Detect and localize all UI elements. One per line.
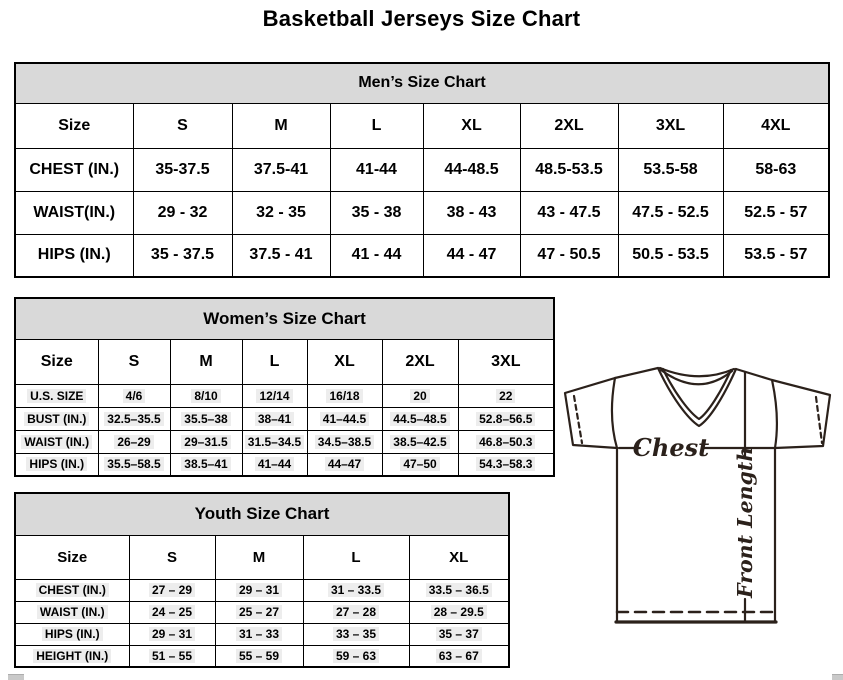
size-cell [215, 579, 303, 601]
row-label [15, 579, 129, 601]
size-cell [170, 384, 242, 407]
column-header-3xl: 3XL [458, 339, 554, 384]
size-cell [98, 453, 170, 476]
table-row-chest [15, 148, 829, 191]
size-cell [215, 645, 303, 667]
cell-text: 12/14 [256, 389, 292, 403]
cell-text: 25 – 27 [236, 605, 282, 619]
cell-text: 52.8–56.5 [476, 412, 535, 426]
cell-text: 47–50 [400, 457, 439, 471]
cell-text: 54.3–58.3 [476, 457, 535, 471]
cell-text: 44.5–48.5 [390, 412, 449, 426]
cell-text: 38–41 [255, 412, 294, 426]
size-cell [409, 579, 509, 601]
size-cell [382, 384, 458, 407]
size-cell: 53.5 - 57 [723, 234, 829, 277]
cell-text: 44–47 [325, 457, 364, 471]
cell-text: CHEST (IN.) [36, 583, 109, 597]
cell-text: 55 – 59 [236, 649, 282, 663]
cell-text: 20 [410, 389, 429, 403]
column-header-3xl: 3XL [618, 103, 723, 148]
cell-text: 51 – 55 [149, 649, 195, 663]
size-cell [303, 601, 409, 623]
table-row-waist [15, 601, 509, 623]
table-row-us-size [15, 384, 554, 407]
chest-label: Chest [632, 433, 710, 462]
cell-text: 26–29 [114, 435, 153, 449]
size-cell [170, 407, 242, 430]
cell-text: 33 – 35 [333, 627, 379, 641]
column-header-xl: XL [307, 339, 382, 384]
womens-chart-title: Women’s Size Chart [15, 298, 554, 339]
womens-size-chart-table [14, 297, 555, 477]
table-row-waist [15, 430, 554, 453]
column-header-s: S [98, 339, 170, 384]
size-cell [98, 430, 170, 453]
size-cell [303, 623, 409, 645]
row-label: CHEST (IN.) [15, 148, 133, 191]
row-label [15, 645, 129, 667]
armhole-seam-left [612, 378, 617, 448]
size-cell: 35-37.5 [133, 148, 232, 191]
cell-text: 24 – 25 [149, 605, 195, 619]
cell-text: 33.5 – 36.5 [426, 583, 492, 597]
cell-text: 31 – 33.5 [328, 583, 384, 597]
table-title-row [15, 298, 554, 339]
size-cell [458, 453, 554, 476]
table-header-row [15, 535, 509, 579]
size-cell [170, 453, 242, 476]
cell-text: 38.5–41 [181, 457, 230, 471]
table-header-row [15, 103, 829, 148]
size-cell [409, 623, 509, 645]
cell-text: U.S. SIZE [27, 389, 86, 403]
armhole-seam-right [772, 380, 777, 448]
cell-text: 46.8–50.3 [476, 435, 535, 449]
cell-text: WAIST (IN.) [21, 435, 92, 449]
column-header-4xl: 4XL [723, 103, 829, 148]
size-cell: 50.5 - 53.5 [618, 234, 723, 277]
cell-text: 4/6 [123, 389, 146, 403]
size-cell [129, 623, 215, 645]
mens-chart-title: Men’s Size Chart [15, 63, 829, 103]
size-cell [242, 430, 307, 453]
cuff-dashed-line-left [574, 396, 582, 443]
column-header-m: M [232, 103, 330, 148]
jersey-measurement-diagram [560, 362, 838, 628]
row-label [15, 601, 129, 623]
column-header-size: Size [15, 339, 98, 384]
cell-text: WAIST (IN.) [37, 605, 108, 619]
table-row-hips [15, 623, 509, 645]
cell-text: BUST (IN.) [24, 412, 89, 426]
cell-text: 41–44.5 [320, 412, 369, 426]
size-cell: 48.5-53.5 [520, 148, 618, 191]
size-cell [307, 453, 382, 476]
size-cell [409, 645, 509, 667]
column-header-xl: XL [423, 103, 520, 148]
column-header-l: L [303, 535, 409, 579]
table-row-height [15, 645, 509, 667]
row-label [15, 453, 98, 476]
size-cell [215, 601, 303, 623]
size-cell [382, 430, 458, 453]
cell-text: 38.5–42.5 [390, 435, 449, 449]
size-cell: 53.5-58 [618, 148, 723, 191]
size-cell [458, 407, 554, 430]
cell-text: 63 – 67 [436, 649, 482, 663]
cell-text: 29–31.5 [181, 435, 230, 449]
cell-text: 32.5–35.5 [104, 412, 163, 426]
size-cell [458, 384, 554, 407]
column-header-size: Size [15, 103, 133, 148]
column-header-l: L [242, 339, 307, 384]
cell-text: 8/10 [191, 389, 220, 403]
column-header-2xl: 2XL [382, 339, 458, 384]
column-header-s: S [129, 535, 215, 579]
size-cell [382, 453, 458, 476]
cell-text: 34.5–38.5 [315, 435, 374, 449]
youth-chart-title: Youth Size Chart [15, 493, 509, 535]
cell-text: 31.5–34.5 [245, 435, 304, 449]
size-cell: 47.5 - 52.5 [618, 191, 723, 234]
cropped-element-bottom-right [832, 674, 843, 680]
cell-text: 29 – 31 [236, 583, 282, 597]
row-label: WAIST(IN.) [15, 191, 133, 234]
column-header-l: L [330, 103, 423, 148]
column-header-m: M [215, 535, 303, 579]
column-header-xl: XL [409, 535, 509, 579]
page-title: Basketball Jerseys Size Chart [262, 6, 581, 31]
cell-text: HIPS (IN.) [26, 457, 87, 471]
front-length-label: Front Length [733, 446, 757, 598]
size-cell [129, 579, 215, 601]
size-cell: 44 - 47 [423, 234, 520, 277]
size-cell: 37.5-41 [232, 148, 330, 191]
size-cell: 52.5 - 57 [723, 191, 829, 234]
cell-text: 35 – 37 [436, 627, 482, 641]
size-cell [409, 601, 509, 623]
size-cell [307, 407, 382, 430]
size-cell [242, 453, 307, 476]
cell-text: 22 [496, 389, 515, 403]
column-header-2xl: 2XL [520, 103, 618, 148]
size-cell [458, 430, 554, 453]
size-cell: 41 - 44 [330, 234, 423, 277]
table-row-hips [15, 234, 829, 277]
size-cell [242, 407, 307, 430]
row-label [15, 384, 98, 407]
size-cell [303, 579, 409, 601]
size-cell: 47 - 50.5 [520, 234, 618, 277]
cell-text: 27 – 28 [333, 605, 379, 619]
size-cell [307, 384, 382, 407]
cell-text: 41–44 [255, 457, 294, 471]
size-cell: 38 - 43 [423, 191, 520, 234]
table-row-hips [15, 453, 554, 476]
column-header-m: M [170, 339, 242, 384]
cell-text: 35.5–58.5 [104, 457, 163, 471]
size-cell: 44-48.5 [423, 148, 520, 191]
cropped-element-bottom-left [8, 674, 24, 680]
size-cell [307, 430, 382, 453]
size-cell [98, 384, 170, 407]
cell-text: 27 – 29 [149, 583, 195, 597]
cell-text: HEIGHT (IN.) [33, 649, 111, 663]
table-header-row [15, 339, 554, 384]
youth-size-chart-table [14, 492, 510, 668]
size-cell: 35 - 38 [330, 191, 423, 234]
table-row-waist [15, 191, 829, 234]
cell-text: 29 – 31 [149, 627, 195, 641]
cell-text: HIPS (IN.) [42, 627, 103, 641]
size-cell [129, 645, 215, 667]
size-cell: 29 - 32 [133, 191, 232, 234]
table-title-row [15, 63, 829, 103]
size-cell: 37.5 - 41 [232, 234, 330, 277]
mens-size-chart-table [14, 62, 830, 278]
cuff-dashed-line-right [816, 397, 822, 443]
size-cell: 35 - 37.5 [133, 234, 232, 277]
size-cell: 58-63 [723, 148, 829, 191]
row-label [15, 430, 98, 453]
size-cell: 43 - 47.5 [520, 191, 618, 234]
row-label [15, 407, 98, 430]
collar-rib-line-1 [660, 368, 734, 376]
size-cell: 32 - 35 [232, 191, 330, 234]
cell-text: 59 – 63 [333, 649, 379, 663]
cell-text: 35.5–38 [181, 412, 230, 426]
table-title-row [15, 493, 509, 535]
size-cell [303, 645, 409, 667]
size-cell: 41-44 [330, 148, 423, 191]
size-cell [215, 623, 303, 645]
table-row-chest [15, 579, 509, 601]
column-header-size: Size [15, 535, 129, 579]
column-header-s: S [133, 103, 232, 148]
cell-text: 16/18 [326, 389, 362, 403]
cell-text: 28 – 29.5 [431, 605, 487, 619]
row-label [15, 623, 129, 645]
row-label: HIPS (IN.) [15, 234, 133, 277]
size-cell [242, 384, 307, 407]
table-row-bust [15, 407, 554, 430]
size-cell [382, 407, 458, 430]
size-cell [170, 430, 242, 453]
jersey-outline [565, 368, 830, 622]
size-cell [98, 407, 170, 430]
size-cell [129, 601, 215, 623]
cell-text: 31 – 33 [236, 627, 282, 641]
